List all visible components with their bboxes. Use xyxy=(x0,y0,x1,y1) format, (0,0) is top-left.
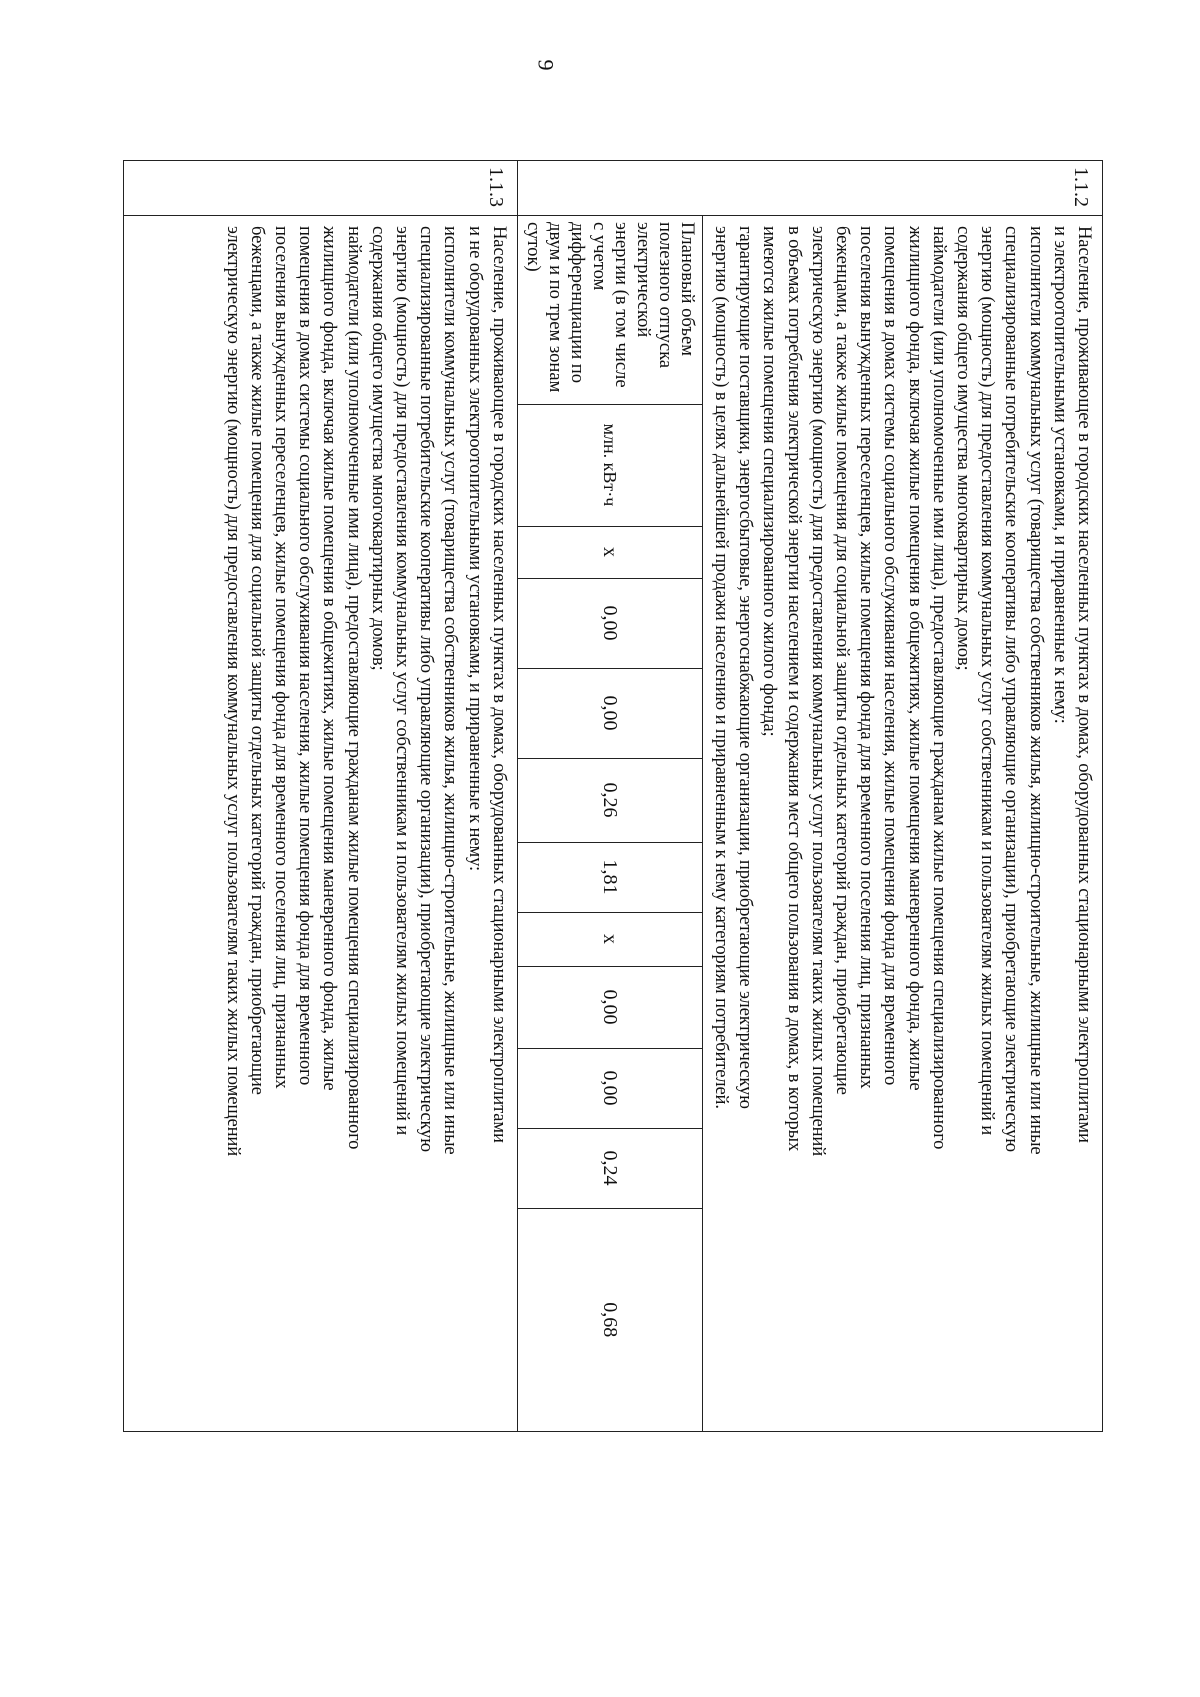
description-line: наймодатели (или уполномоченные ими лица), предоставляющие гражданам жилые помещения специализированного xyxy=(343,226,365,1150)
description-line: специализированные потребительские кооперативы либо управляющие организации), приобретающие электрическую xyxy=(416,226,438,1152)
description-line: энергию (мощность) для предоставления коммунальных услуг собственникам и пользователям жилых помещений и xyxy=(391,226,413,1136)
volume-subtable xyxy=(518,216,703,1431)
value-cell: 0,00 xyxy=(518,578,703,668)
description-line: Население, проживающее в городских населенных пунктах в домах, оборудованных стационарными электроплитами xyxy=(488,226,510,1143)
table-row xyxy=(124,161,518,1432)
value-cell: 0,00 xyxy=(518,966,703,1048)
description-line: Население, проживающее в городских населенных пунктах в домах, оборудованных стационарными электроплитами xyxy=(1074,226,1095,1143)
description-line: беженцами, а также жилые помещения для социальной защиты отдельных категорий граждан, приобретающие xyxy=(831,226,853,1095)
description-line: электрическую энергию (мощность) для предоставления коммунальных услуг пользователям таких жилых помещений xyxy=(222,226,244,1156)
value-cell: 0,00 xyxy=(518,668,703,758)
description-line: и не оборудованных электроотопительными установками, и приравненные к нему: xyxy=(464,226,486,871)
description-line: наймодатели (или уполномоченные ими лица), предоставляющие гражданам жилые помещения специализированного xyxy=(928,226,950,1150)
description-line: исполнители коммунальных услуг (товарищества собственников жилья, жилищно-строительные, жилищные или иные xyxy=(1025,226,1047,1155)
description-line: помещения в домах системы социального обслуживания населения, жилые помещения фонда для временного xyxy=(880,226,902,1086)
description-line: имеются жилые помещения специализированного жилого фонда; xyxy=(759,226,781,737)
row-description xyxy=(703,216,1102,1431)
description-line: исполнители коммунальных услуг (товарищества собственников жилья, жилищно-строительные, жилищные или иные xyxy=(440,226,462,1155)
page-number: 9 xyxy=(533,59,559,71)
description-line: поселения вынужденных переселенцев, жилые помещения фонда для временного поселения лиц, признанных xyxy=(270,226,292,1089)
value-cell: 0,24 xyxy=(518,1128,703,1208)
description-line: специализированные потребительские кооперативы либо управляющие организации), приобретающие электрическую xyxy=(1001,226,1023,1152)
value-cell: x xyxy=(518,912,703,966)
value-cell: 0,26 xyxy=(518,758,703,842)
value-cell: x xyxy=(518,526,703,578)
description-line: жилищного фонда, включая жилые помещения в общежитиях, жилые помещения маневренного фонда, жилые xyxy=(904,226,926,1091)
row-number: 1.1.3 xyxy=(124,161,518,216)
tariff-table xyxy=(123,160,1103,1432)
description-line: помещения в домах системы социального обслуживания населения, жилые помещения фонда для временного xyxy=(295,226,317,1086)
description-line: электрическую энергию (мощность) для предоставления коммунальных услуг пользователям таких жилых помещений xyxy=(807,226,829,1156)
row-number: 1.1.2 xyxy=(517,161,1102,216)
unit-cell: млн. кВт·ч xyxy=(518,404,703,526)
description-line: гарантирующие поставщики, энергосбытовые, энергоснабжающие организации, приобретающие электрическую xyxy=(735,226,757,1109)
row-content xyxy=(124,216,518,1432)
row-content xyxy=(517,216,1102,1432)
description-line: поселения вынужденных переселенцев, жилые помещения фонда для временного поселения лиц, признанных xyxy=(856,226,878,1089)
description-line: энергию (мощность) в целях дальнейшей продажи населению и приравненным к нему категориям потребителей. xyxy=(710,226,732,1109)
value-cell: 1,81 xyxy=(518,842,703,912)
description-line: жилищного фонда, включая жилые помещения в общежитиях, жилые помещения маневренного фонда, жилые xyxy=(319,226,341,1091)
description-line: энергию (мощность) для предоставления коммунальных услуг собственникам и пользователям жилых помещений и xyxy=(977,226,999,1136)
table-row xyxy=(517,161,1102,1432)
value-cell: 0,00 xyxy=(518,1048,703,1128)
description-line: беженцами, а также жилые помещения для социальной защиты отдельных категорий граждан, приобретающие xyxy=(246,226,268,1095)
value-cell: 0,68 xyxy=(518,1208,703,1431)
row-description xyxy=(214,216,516,1431)
description-line: содержания общего имущества многоквартирных домов; xyxy=(367,226,389,671)
description-line: в объемах потребления электрической энергии населением и содержания мест общего пользования в домах, в которых xyxy=(783,226,805,1152)
volume-label: Плановый объем полезного отпуска электрической энергии (в том числе с учетом дифференциации по двум и по трем зонам суток) xyxy=(518,216,703,404)
rotated-table-frame xyxy=(123,160,1103,1432)
description-line: и электроотопительными установками, и приравненные к нему: xyxy=(1049,226,1071,724)
description-line: содержания общего имущества многоквартирных домов; xyxy=(952,226,974,671)
